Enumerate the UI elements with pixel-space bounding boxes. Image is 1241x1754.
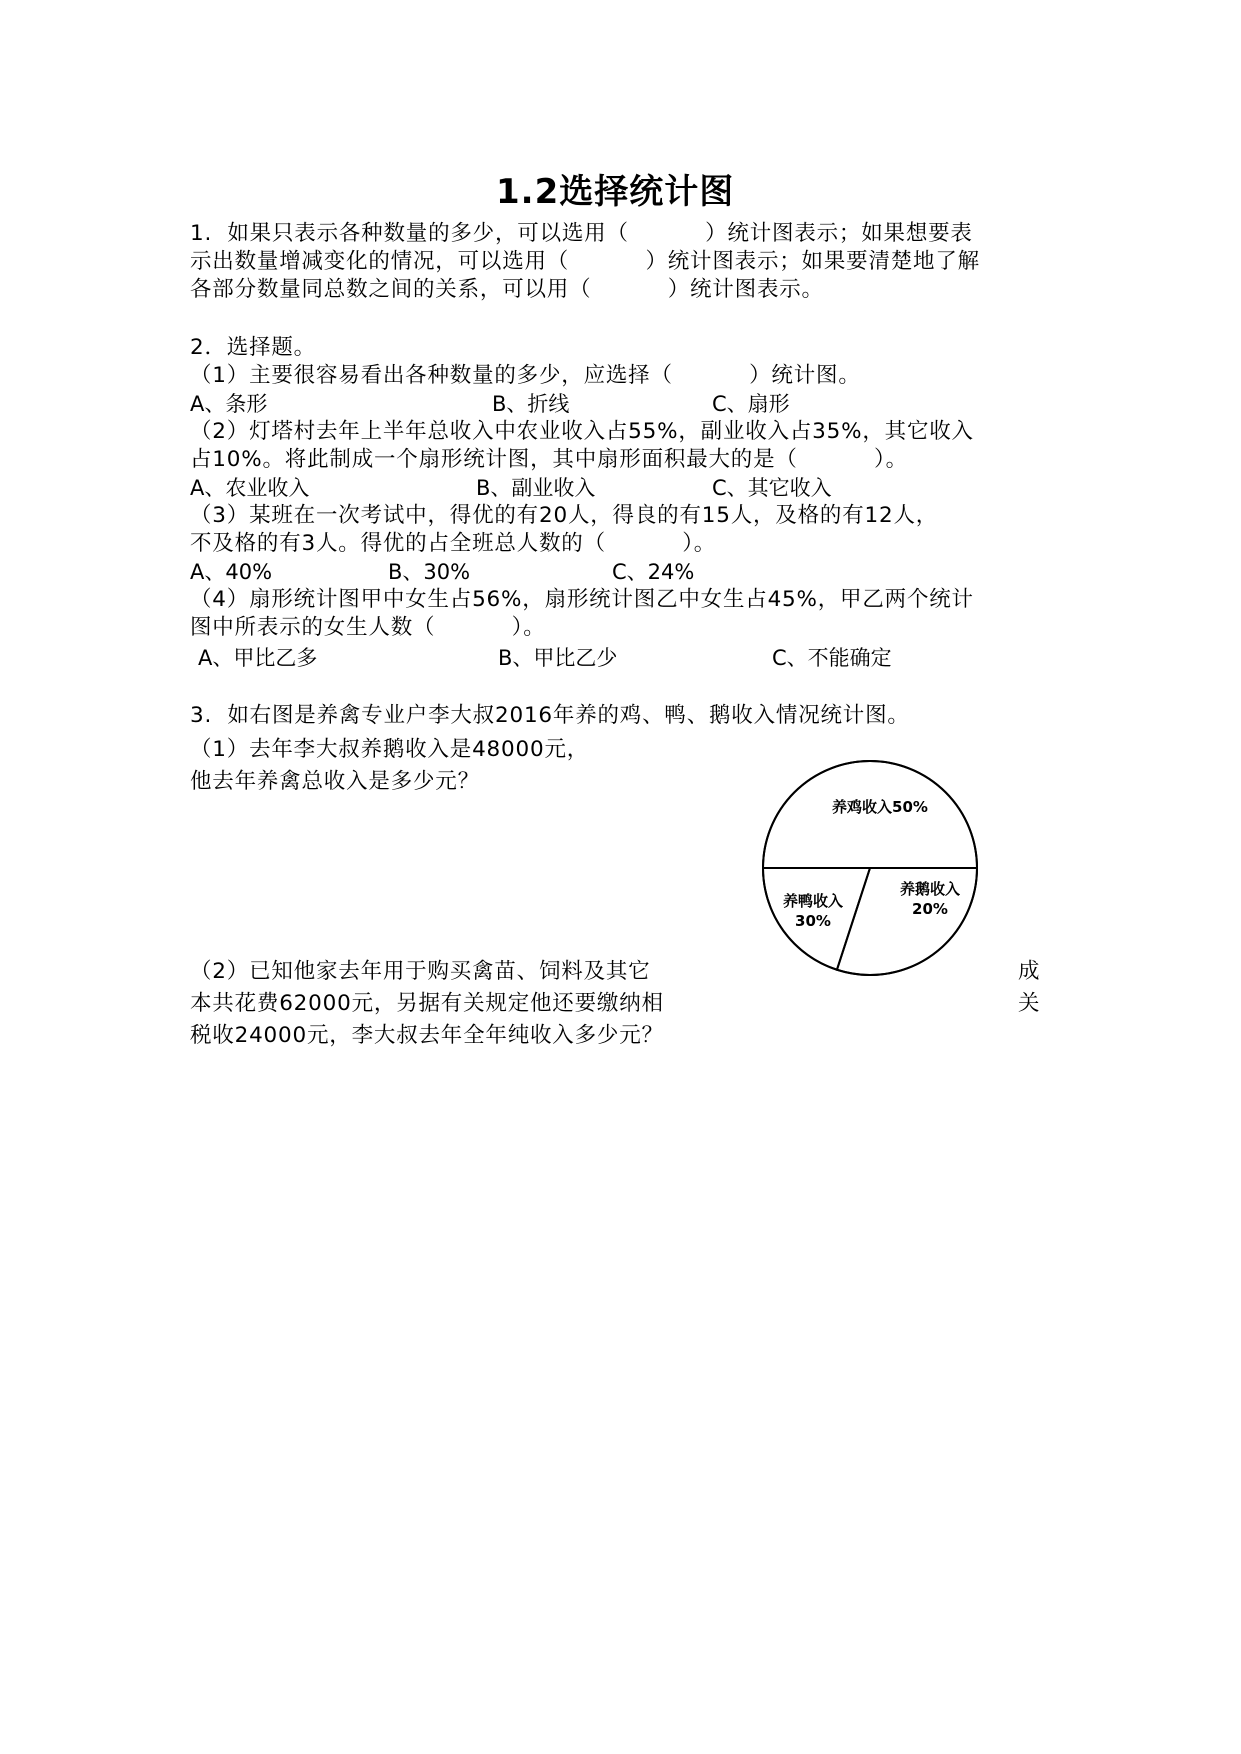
q2-p3-line-2: 不及格的有3人。得优的占全班总人数的（ ）。 <box>190 531 717 556</box>
pie-slice-percent: 30% <box>795 912 831 930</box>
pie-slice-name: 养鹅收入 <box>899 880 961 898</box>
q2-p4-line-2: 图中所表示的女生人数（ ）。 <box>190 615 546 640</box>
q2-p3-line-1: （3）某班在一次考试中，得优的有20人，得良的有15人，及格的有12人， <box>190 503 939 528</box>
page-title: 1.2选择统计图 <box>496 172 735 212</box>
q3-sub2-tail-1: 成 <box>1018 959 1041 984</box>
q2-p2-line-2: 占10%。将此制成一个扇形统计图，其中扇形面积最大的是（ ）。 <box>190 447 908 472</box>
q2-p4-line-1: （4）扇形统计图甲中女生占56%，扇形统计图乙中女生占45%，甲乙两个统计 <box>190 587 974 612</box>
pie-slice-label: 养鸡收入50% <box>832 798 928 816</box>
q2-p2-option-c: C、其它收入 <box>712 476 832 500</box>
pie-slice-percent: 20% <box>912 900 948 918</box>
q2-p2-line-1: （2）灯塔村去年上半年总收入中农业收入占55%，副业收入占35%，其它收入 <box>190 419 974 444</box>
q2-p1-option-b: B、折线 <box>492 392 570 416</box>
q2-p1-option-c: C、扇形 <box>712 392 790 416</box>
q2-p4-option-c: C、不能确定 <box>772 646 892 670</box>
q3-sub2-line-2: 本共花费62000元，另据有关规定他还要缴纳相 <box>190 991 664 1016</box>
q3-sub2-line-1: （2）已知他家去年用于购买禽苗、饲料及其它 <box>190 959 651 984</box>
q2-p3-option-a: A、40% <box>190 560 273 584</box>
q1-line-2: 示出数量增减变化的情况，可以选用（ ）统计图表示；如果要清楚地了解 <box>190 249 980 274</box>
q1-line-3: 各部分数量同总数之间的关系，可以用（ ）统计图表示。 <box>190 277 824 302</box>
q2-p2-option-b: B、副业收入 <box>476 476 596 500</box>
q2-heading: 2．选择题。 <box>190 335 316 360</box>
q2-p3-option-b: B、30% <box>388 560 471 584</box>
q2-p1-option-a: A、条形 <box>190 392 268 416</box>
pie-slice-name: 养鸭收入 <box>782 892 844 910</box>
q2-p1: （1）主要很容易看出各种数量的多少，应选择（ ）统计图。 <box>190 363 861 388</box>
q3-sub2-line-3: 税收24000元，李大叔去年全年纯收入多少元？ <box>190 1023 664 1048</box>
q3-sub2-tail-2: 关 <box>1018 991 1041 1016</box>
q1-line-1: 1. 如果只表示各种数量的多少，可以选用（ ）统计图表示；如果想要表 <box>190 221 973 246</box>
income-pie-chart <box>750 748 990 988</box>
q2-p3-option-c: C、24% <box>612 560 695 584</box>
q2-p4-option-b: B、甲比乙少 <box>498 646 618 670</box>
q3-sub1-line-2: 他去年养禽总收入是多少元？ <box>190 769 480 794</box>
q2-p4-option-a: A、甲比乙多 <box>198 646 318 670</box>
q3-sub1-line-1: （1）去年李大叔养鹅收入是48000元， <box>190 737 590 762</box>
q3-intro: 3. 如右图是养禽专业户李大叔2016年养的鸡、鸭、鹅收入情况统计图。 <box>190 703 910 728</box>
q2-p2-option-a: A、农业收入 <box>190 476 310 500</box>
